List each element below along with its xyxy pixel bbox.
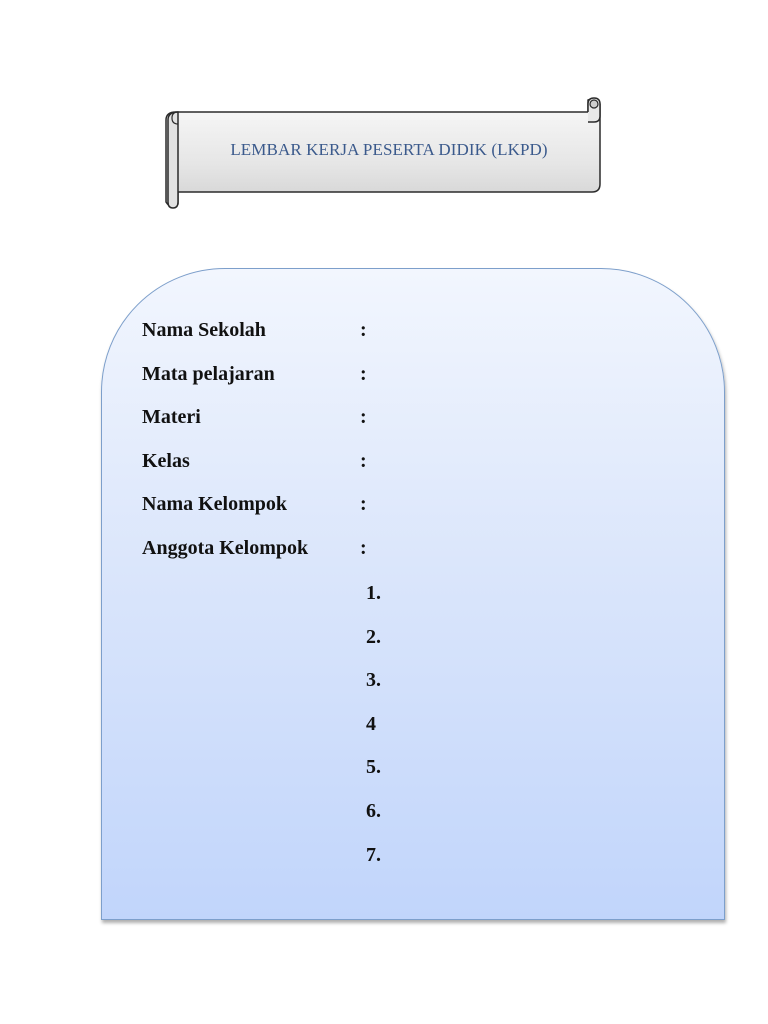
field-separator: : xyxy=(360,406,367,429)
info-field-list xyxy=(142,319,380,581)
member-number: 6. xyxy=(366,799,381,822)
field-nama-kelompok xyxy=(142,493,380,537)
worksheet-title: LEMBAR KERJA PESERTA DIDIK (LKPD) xyxy=(230,140,548,159)
field-separator: : xyxy=(360,362,367,385)
title-scroll-banner xyxy=(160,96,608,212)
field-anggota-kelompok xyxy=(142,537,380,581)
field-mata-pelajaran xyxy=(142,363,380,407)
field-separator: : xyxy=(360,449,367,472)
member-number-list xyxy=(366,582,381,887)
member-number: 2. xyxy=(366,625,381,648)
field-label: Nama Kelompok xyxy=(142,493,287,516)
field-label: Nama Sekolah xyxy=(142,319,266,341)
field-separator: : xyxy=(360,319,367,341)
field-label: Mata pelajaran xyxy=(142,362,275,385)
student-info-card xyxy=(101,268,725,920)
field-separator: : xyxy=(360,493,367,516)
member-number: 3. xyxy=(366,669,381,692)
field-label: Anggota Kelompok xyxy=(142,536,309,559)
field-nama-sekolah xyxy=(142,319,380,363)
member-number: 1. xyxy=(366,582,381,604)
field-label: Kelas xyxy=(142,449,190,472)
field-kelas xyxy=(142,450,380,494)
field-label: Materi xyxy=(142,406,201,429)
field-separator: : xyxy=(360,536,367,559)
member-number: 4 xyxy=(366,712,376,735)
field-materi xyxy=(142,406,380,450)
member-number: 7. xyxy=(366,843,381,866)
member-number: 5. xyxy=(366,756,381,779)
